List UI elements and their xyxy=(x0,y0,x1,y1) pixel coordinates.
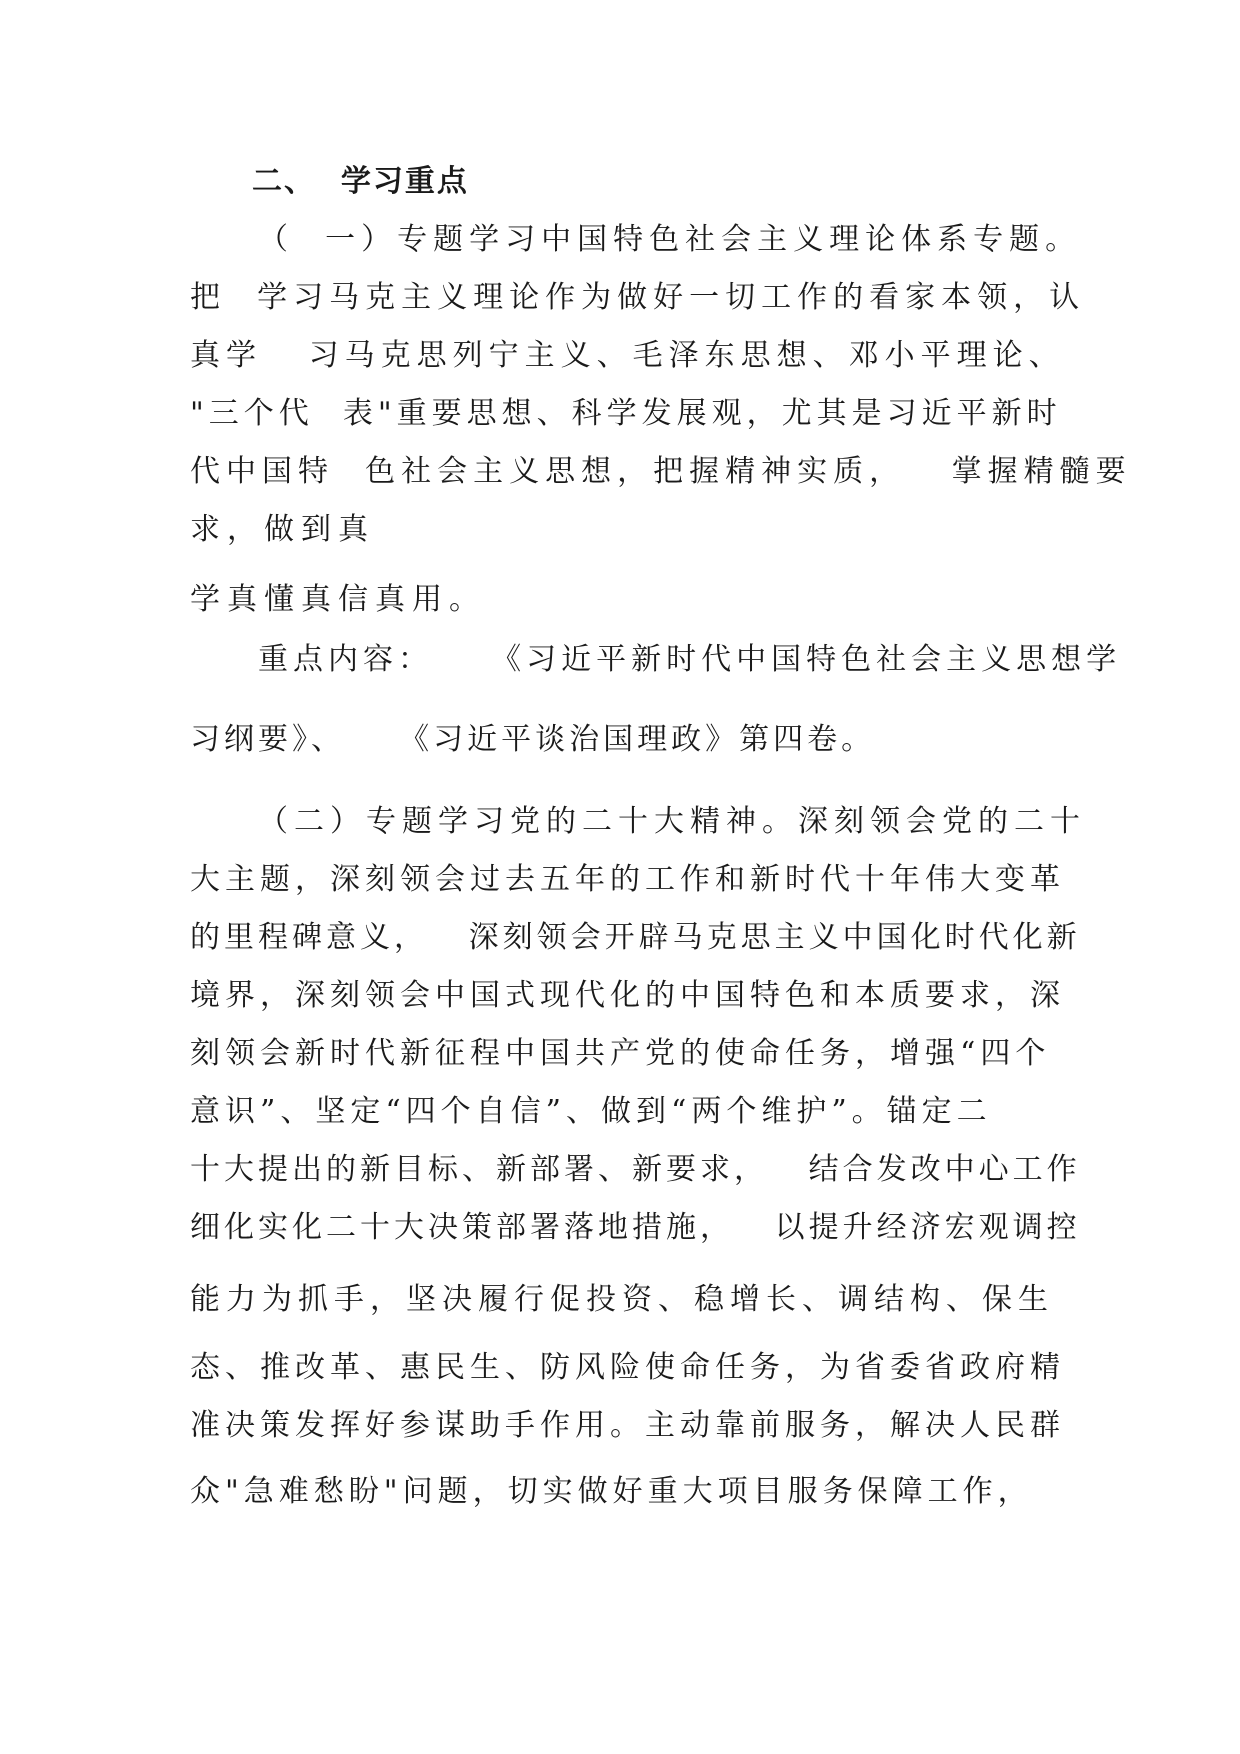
paragraph-line: 习纲要》、 《习近平谈治国理政》第四卷。 xyxy=(190,722,876,757)
key-content-label: 重点内容： 《习近平新时代中国特色社会主义思想学 xyxy=(258,642,1122,677)
paragraph-line: 意识”、坚定“四个自信”、做到“两个维护”。锚定二 xyxy=(190,1094,992,1129)
paragraph-line: "三个代 表"重要思想、科学发展观，尤其是习近平新时 xyxy=(190,396,1062,431)
paragraph-line: （ 一）专题学习中国特色社会主义理论体系专题。 xyxy=(258,222,1082,257)
paragraph-line: 学真懂真信真用。 xyxy=(190,582,486,617)
paragraph-line: 把 学习马克主义理论作为做好一切工作的看家本领，认 xyxy=(190,280,1086,315)
paragraph-line: 的里程碑意义， 深刻领会开辟马克思主义中国化时代化新 xyxy=(190,920,1081,955)
paragraph-line: 境界，深刻领会中国式现代化的中国特色和本质要求，深 xyxy=(190,978,1065,1013)
paragraph-line: 求，做到真 xyxy=(190,512,375,547)
paragraph-line: 代中国特 色社会主义思想，把握精神实质， 掌握精髓要 xyxy=(190,454,1132,489)
paragraph-line: 态、推改革、惠民生、防风险使命任务，为省委省政府精 xyxy=(190,1350,1065,1385)
paragraph-line: 十大提出的新目标、新部署、新要求， 结合发改中心工作 xyxy=(190,1152,1081,1187)
section-heading: 二、 学习重点 xyxy=(252,164,469,199)
paragraph-line: 准决策发挥好参谋助手作用。主动靠前服务，解决人民群 xyxy=(190,1408,1065,1443)
paragraph-line: （二）专题学习党的二十大精神。深刻领会党的二十 xyxy=(258,804,1086,839)
paragraph-line: 真学 习马克思列宁主义、毛泽东思想、邓小平理论、 xyxy=(190,338,1065,373)
paragraph-line: 能力为抓手，坚决履行促投资、稳增长、调结构、保生 xyxy=(190,1282,1054,1317)
paragraph-line: 众"急难愁盼"问题，切实做好重大项目服务保障工作， xyxy=(190,1474,1033,1509)
paragraph-line: 刻领会新时代新征程中国共产党的使命任务，增强“四个 xyxy=(190,1036,1051,1071)
paragraph-line: 大主题，深刻领会过去五年的工作和新时代十年伟大变革 xyxy=(190,862,1065,897)
paragraph-line: 细化实化二十大决策部署落地措施， 以提升经济宏观调控 xyxy=(190,1210,1081,1245)
